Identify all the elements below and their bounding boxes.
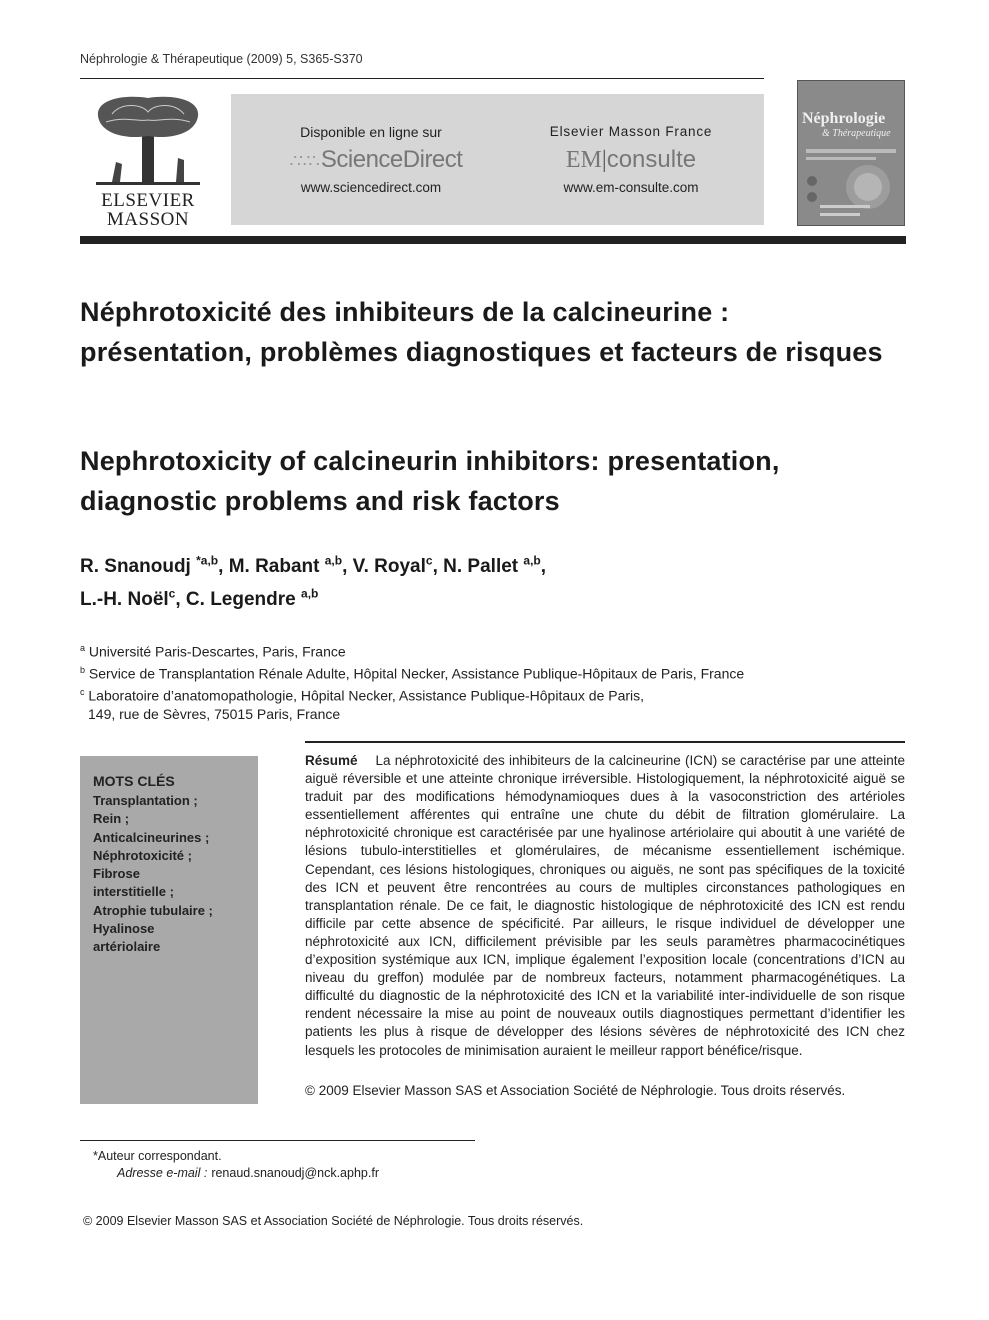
- affiliations: [80, 639, 906, 724]
- header-thick-rule: [80, 236, 906, 244]
- corresponding-author-note: *Auteur correspondant.: [93, 1149, 222, 1163]
- keywords-title: MOTS CLÉS: [93, 773, 175, 789]
- author: N. Pallet $^{a,b}$,: [443, 554, 547, 578]
- cover-title: Néphrologie: [802, 110, 886, 127]
- author: C. Legendre $^{a,b}$: [185, 586, 319, 610]
- keywords-list: [93, 792, 253, 957]
- email-note: [117, 1166, 379, 1180]
- keyword-item: Hyalinose: [93, 921, 155, 937]
- logo-text-elsevier: ELSEVIER: [101, 190, 195, 211]
- abstract-copyright: © 2009 Elsevier Masson SAS et Association Société de Néphrologie. Tous droits réservés.: [305, 1083, 846, 1098]
- keyword-item: artériolaire: [93, 939, 161, 955]
- tree-icon: [92, 92, 204, 190]
- cover-image-icon: [798, 141, 904, 225]
- author: V. Royal$^c$,: [352, 554, 444, 578]
- affiliation-item: $^a$ Université Paris-Descartes, Paris, France: [80, 643, 346, 660]
- author: M. Rabant $^{a,b}$,: [228, 554, 353, 578]
- em-consulte-link[interactable]: www.em-consulte.com: [563, 180, 699, 195]
- abstract-rule: [305, 741, 905, 743]
- title-french: Néphrotoxicité des inhibiteurs de la calcineurine : présentation, problèmes diagnostiques et facteurs de risques: [80, 297, 883, 367]
- journal-reference: Néphrologie & Thérapeutique (2009) 5, S365-S370: [80, 52, 363, 66]
- author: R. Snanoudj $^{*a,b}$,: [80, 554, 229, 578]
- sciencedirect-link[interactable]: www.sciencedirect.com: [300, 180, 442, 195]
- header-rule: [80, 78, 764, 79]
- email-link[interactable]: renaud.snanoudj@nck.aphp.fr: [211, 1166, 379, 1180]
- keyword-item: Rein ;: [93, 811, 130, 827]
- em-heading: Elsevier Masson France: [549, 124, 713, 139]
- affiliation-item: 149, rue de Sèvres, 75015 Paris, France: [88, 706, 341, 723]
- keyword-item: interstitielle ;: [93, 884, 174, 900]
- elsevier-logo: [92, 92, 204, 228]
- cover-subtitle: & Thérapeutique: [822, 128, 891, 139]
- affiliation-item: $^c$ Laboratoire d’anatomopathologie, Hôpital Necker, Assistance Publique-Hôpitaux de Paris,: [80, 687, 645, 704]
- journal-cover: [797, 80, 905, 226]
- email-label: Adresse e-mail :: [117, 1166, 208, 1180]
- keywords-box: [80, 756, 258, 1104]
- sciencedirect-logo: ∴∵∴ ScienceDirect: [289, 146, 463, 173]
- abstract-label: Résumé: [305, 753, 358, 768]
- abstract-text: La néphrotoxicité des inhibiteurs de la calcineurine (ICN) se caractérise par une atteinte aiguë réversible et une atteinte chronique irréversible. Histologiquement, la néphrotoxicité aiguë se traduit par des modifications hémodynamioques dues à la vasoconstriction des artérioles essentiellement afférentes qui entraîne une chute du débit de filtration glomérulaire. La néphrotoxicité chronique est caractérisée par une hyalinose artériolaire qui aboutit à une variété de lésions tubulo-interstitielles et glomérulaires, de mécanisme essentiellement ischémique. Cependant, ces lésions histologiques, chroniques ou aiguës, ne sont pas spécifiques de la toxicité des ICN et peuvent être rencontrées au cours de multiples circonstances pathologiques en transplantation rénale. De ce fait, le diagnostic histologique de néphrotoxicité des ICN est rendu difficile par cette absence de spécificité. Par ailleurs, le risque individuel de développer une néphrotoxicité aux ICN, difficilement prévisible par les seuls paramètres pharmacocinétiques d’exposition systémique aux ICN, implique également l’exposition locale (concentrations d’ICN au niveau du greffon) modulée par de nombreux facteurs, notamment pharmacogénétiques. La difficulté du diagnostic de la néphrotoxicité des ICN et la variabilité inter-individuelle de son risque rendent nécessaire la mise au point de nouveaux outils diagnostiques permettant d’identifier les patients les plus à risque de développer des lésions sévères de néphrotoxicité des ICN chez lesquels les protocoles de minimisation auraient le meilleur rapport bénéfice/risque.: [305, 753, 905, 1058]
- abstract: [305, 752, 905, 1060]
- sciencedirect-dots-icon: ∴∵∴: [289, 151, 321, 171]
- keyword-item: Anticalcineurines ;: [93, 829, 210, 845]
- author: L.-H. Noël$^c$,: [80, 586, 186, 610]
- sciencedirect-heading: Disponible en ligne sur: [300, 124, 442, 140]
- affiliation-item: $^b$ Service de Transplantation Rénale Adulte, Hôpital Necker, Assistance Publique-Hôpitaux de Paris, France: [80, 665, 745, 682]
- keyword-item: Fibrose: [93, 866, 140, 882]
- logo-text-masson: MASSON: [106, 209, 190, 230]
- footer-copyright: © 2009 Elsevier Masson SAS et Association Société de Néphrologie. Tous droits réservés.: [83, 1214, 584, 1228]
- keyword-item: Atrophie tubulaire ;: [93, 902, 213, 918]
- keyword-item: Néphrotoxicité ;: [93, 847, 192, 863]
- author-list: [80, 548, 906, 613]
- title-english: Nephrotoxicity of calcineurin inhibitors: presentation, diagnostic problems and risk factors: [80, 446, 780, 516]
- keyword-item: Transplantation ;: [93, 793, 198, 808]
- em-consulte-logo: EM|consulte: [565, 146, 697, 173]
- availability-banner: [231, 94, 764, 225]
- footnote-rule: [80, 1140, 475, 1141]
